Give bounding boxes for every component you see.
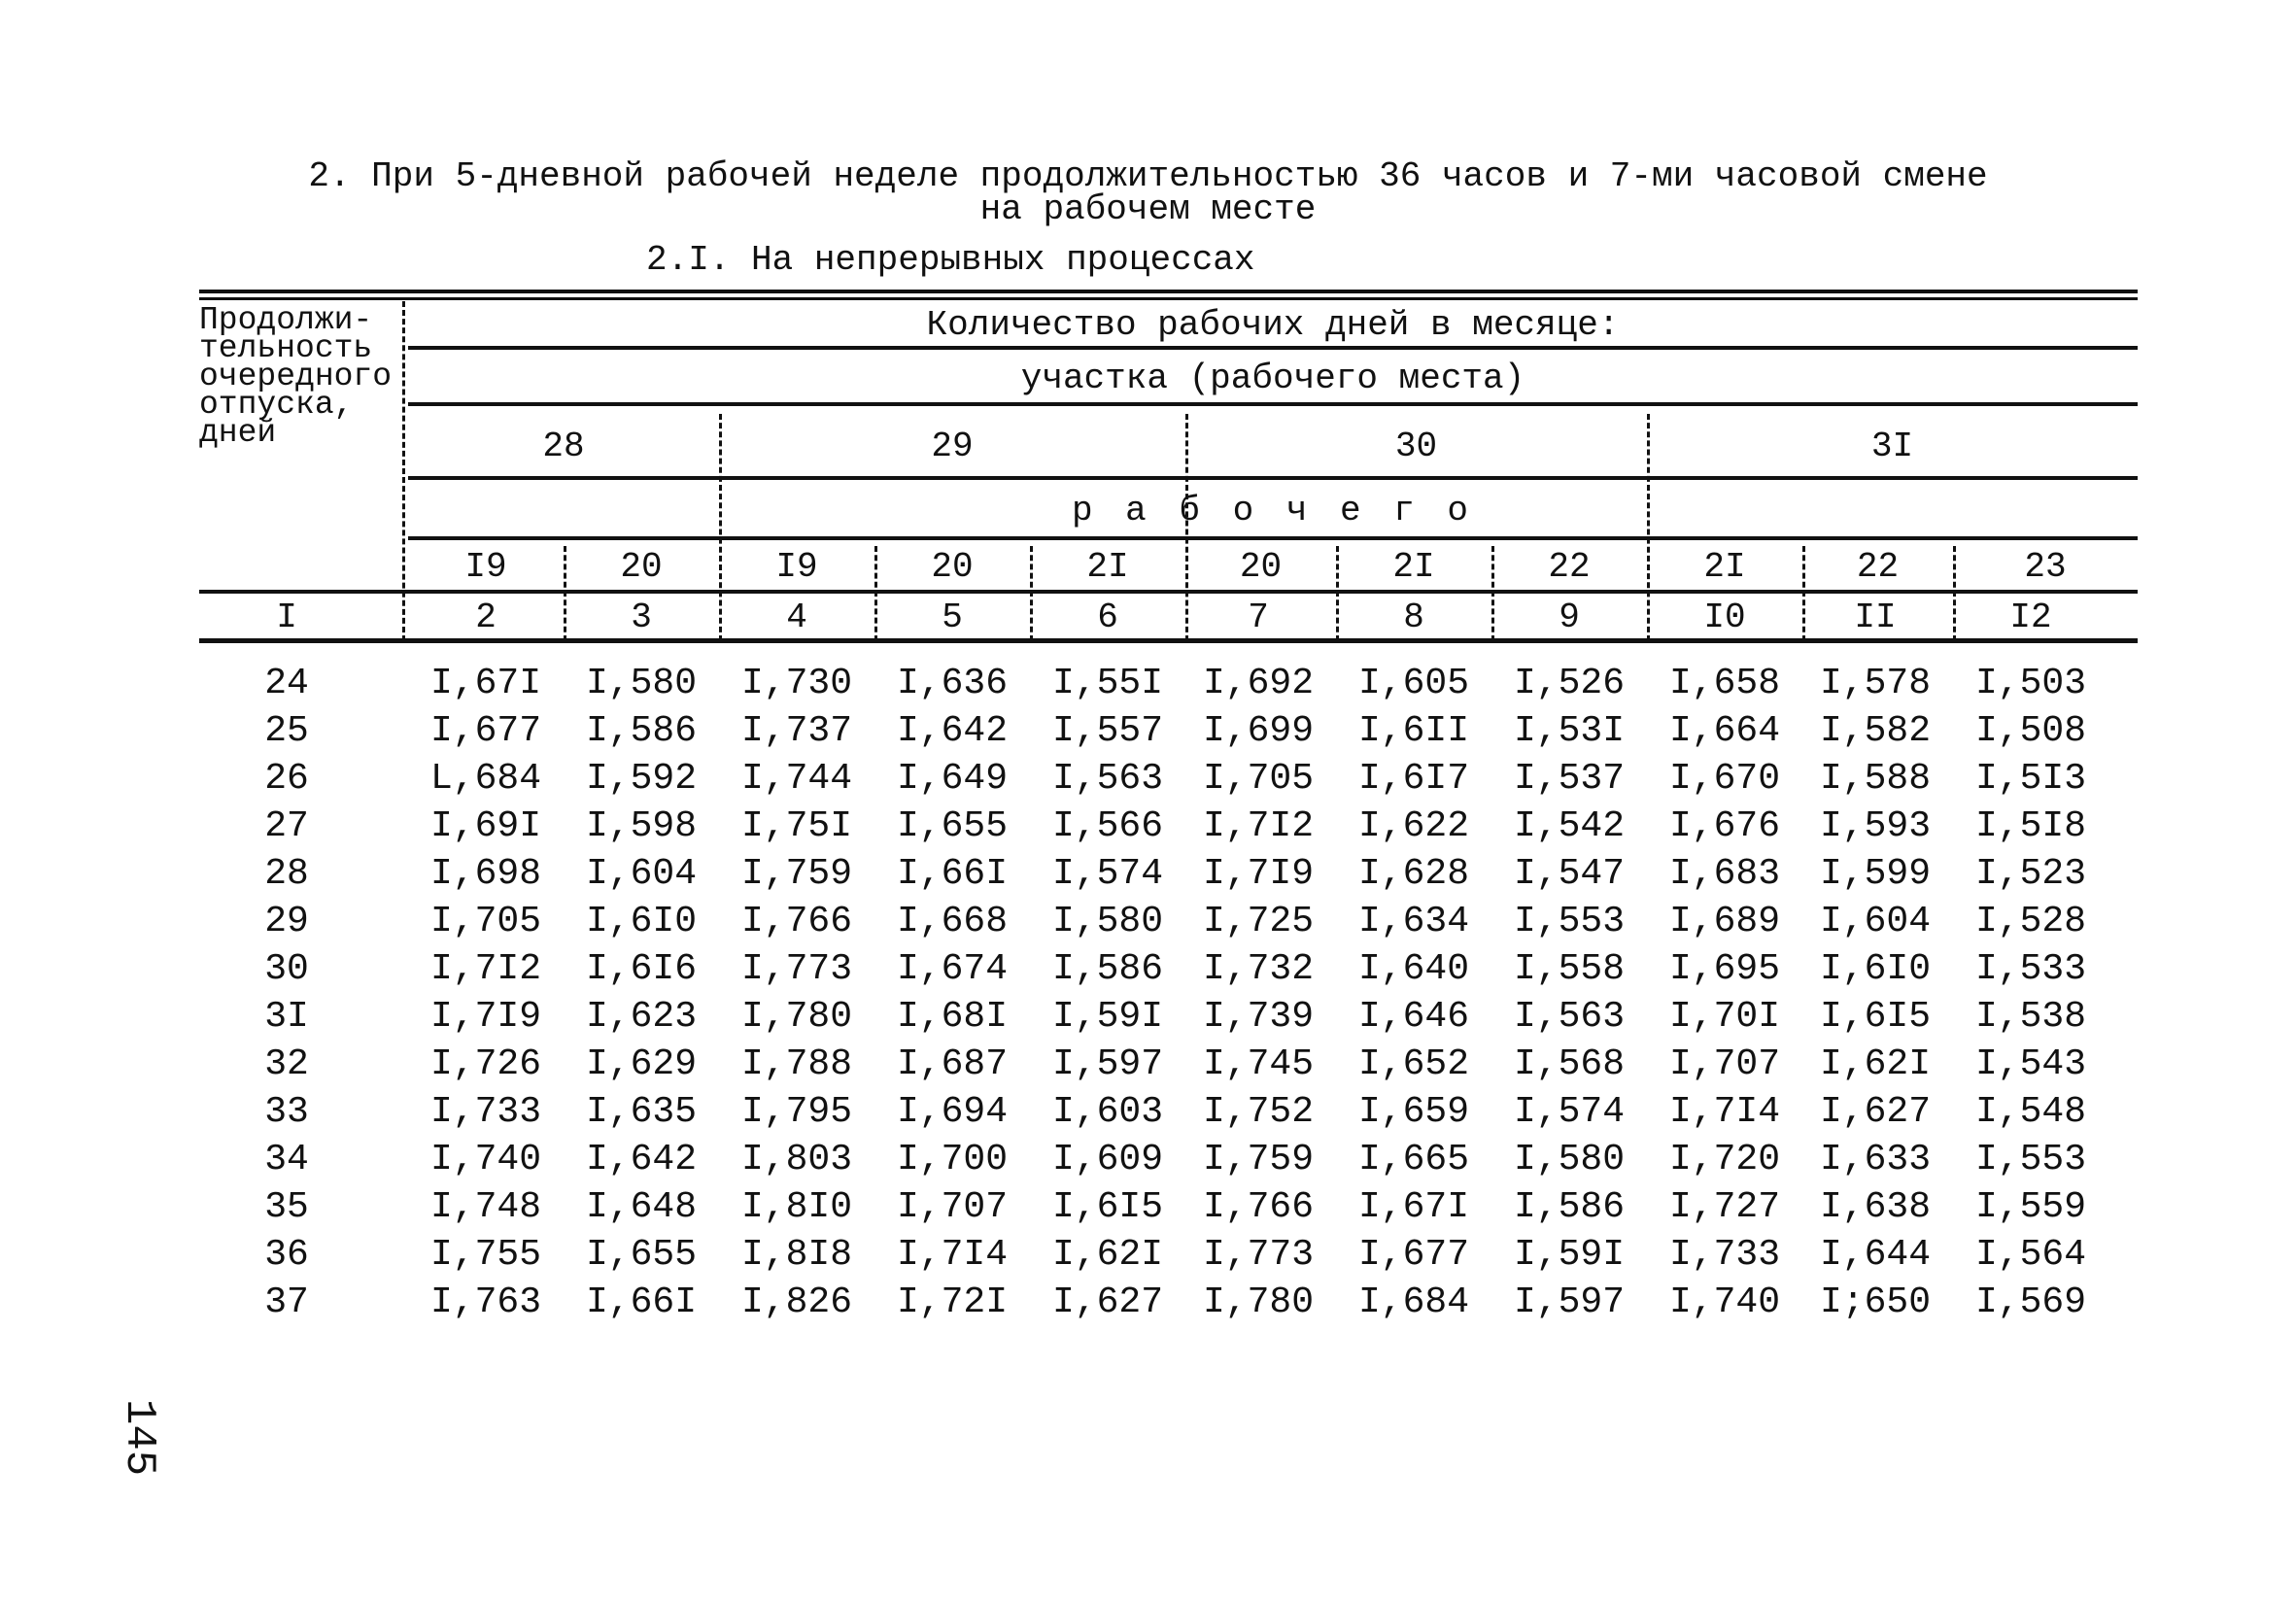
coefficient-cell: I,526 — [1513, 663, 1626, 704]
coefficient-cell: I,586 — [1051, 948, 1164, 990]
rule-after-column-numbers — [199, 638, 2138, 643]
table-row — [199, 1184, 2138, 1231]
table-row — [199, 946, 2138, 993]
page-number: 145 — [115, 1399, 163, 1477]
coefficient-cell: L,684 — [429, 758, 542, 800]
coefficient-cell: I,578 — [1819, 663, 1932, 704]
coefficient-cell: I,568 — [1513, 1043, 1626, 1085]
table-row — [199, 994, 2138, 1041]
coefficient-cell: I,66I — [585, 1281, 698, 1323]
column-number: 8 — [1403, 598, 1424, 637]
coefficient-cell: I,739 — [1202, 996, 1315, 1038]
coefficient-cell: I,559 — [1974, 1186, 2087, 1228]
coefficient-cell: I,695 — [1668, 948, 1781, 990]
column-number: 2 — [475, 598, 497, 637]
group-divider — [719, 414, 722, 641]
sub-label: 22 — [1548, 547, 1591, 587]
group-label: 28 — [542, 427, 585, 466]
leave-days-cell: 26 — [264, 758, 309, 800]
coefficient-cell: I,566 — [1051, 805, 1164, 847]
coefficient-cell: I,634 — [1357, 901, 1470, 942]
coefficient-cell: I,605 — [1357, 663, 1470, 704]
coefficient-cell: I,780 — [740, 996, 853, 1038]
heading-line-1: 2. При 5-дневной рабочей неделе продолжительностью 36 часов и 7-ми часовой смене — [308, 156, 1988, 196]
coefficient-cell: I,8I8 — [740, 1234, 853, 1276]
coefficient-cell: I,627 — [1051, 1281, 1164, 1323]
coefficient-cell: I,597 — [1051, 1043, 1164, 1085]
coefficient-cell: I,508 — [1974, 710, 2087, 752]
table-top-rule — [199, 290, 2138, 293]
coefficient-cell: I,745 — [1202, 1043, 1315, 1085]
table-row — [199, 708, 2138, 755]
coefficient-cell: I,5I8 — [1974, 805, 2087, 847]
coefficient-cell: I,638 — [1819, 1186, 1932, 1228]
first-column-header-text: Продолжи- тельность очередного отпуска, дней — [199, 302, 393, 451]
subheading: 2.I. На непрерывных процессах — [646, 240, 1255, 280]
coefficient-cell: I,707 — [896, 1186, 1009, 1228]
coefficient-cell: I,67I — [429, 663, 542, 704]
coefficient-cell: I,795 — [740, 1091, 853, 1133]
coefficient-cell: I,557 — [1051, 710, 1164, 752]
coefficient-cell: I,538 — [1974, 996, 2087, 1038]
table-top-rule-2 — [199, 297, 2138, 300]
coefficient-cell: I,668 — [896, 901, 1009, 942]
rule-after-section-header — [408, 402, 2138, 406]
heading-line-2: на рабочем месте — [979, 189, 1317, 229]
column-number: 4 — [786, 598, 807, 637]
coefficient-cell: I,646 — [1357, 996, 1470, 1038]
coefficient-cell: I,548 — [1974, 1091, 2087, 1133]
coefficient-cell: I,75I — [740, 805, 853, 847]
sub-label: I9 — [775, 547, 818, 587]
coefficient-cell: I,604 — [1819, 901, 1932, 942]
column-number: I0 — [1703, 598, 1746, 637]
coefficient-cell: I,7I4 — [1668, 1091, 1781, 1133]
table-row — [199, 1232, 2138, 1279]
coefficient-cell: I,733 — [429, 1091, 542, 1133]
coefficient-cell: I,773 — [740, 948, 853, 990]
coefficient-cell: I,564 — [1974, 1234, 2087, 1276]
coefficient-cell: I,553 — [1974, 1139, 2087, 1180]
column-number: 6 — [1097, 598, 1118, 637]
coefficient-cell: I,788 — [740, 1043, 853, 1085]
coefficient-cell: I,580 — [1051, 901, 1164, 942]
coefficient-cell: I,533 — [1974, 948, 2087, 990]
coefficient-cell: I,763 — [429, 1281, 542, 1323]
coefficient-cell: I,665 — [1357, 1139, 1470, 1180]
sub-label: 2I — [1703, 547, 1746, 587]
sub-label: I9 — [464, 547, 507, 587]
coefficient-cell: I,574 — [1051, 853, 1164, 895]
coefficient-cell: I,627 — [1819, 1091, 1932, 1133]
coefficient-cell: I,683 — [1668, 853, 1781, 895]
coefficient-cell: I,687 — [896, 1043, 1009, 1085]
coefficient-cell: I,597 — [1513, 1281, 1626, 1323]
coefficient-cell: I,670 — [1668, 758, 1781, 800]
coefficient-cell: I,674 — [896, 948, 1009, 990]
coefficient-cell: I,727 — [1668, 1186, 1781, 1228]
coefficient-cell: I,635 — [585, 1091, 698, 1133]
coefficient-cell: I,604 — [585, 853, 698, 895]
table-row — [199, 851, 2138, 898]
leave-days-cell: 37 — [264, 1281, 309, 1323]
coefficient-cell: I,528 — [1974, 901, 2087, 942]
group-label: 30 — [1394, 427, 1438, 466]
table-row — [199, 1089, 2138, 1136]
coefficient-cell: I,658 — [1668, 663, 1781, 704]
worker-header: р а б о ч е г о — [1071, 491, 1475, 530]
coefficient-cell: I,67I — [1357, 1186, 1470, 1228]
coefficient-cell: I,7I2 — [1202, 805, 1315, 847]
coefficient-cell: I,586 — [1513, 1186, 1626, 1228]
coefficient-cell: I,642 — [585, 1139, 698, 1180]
coefficient-cell: I,55I — [1051, 663, 1164, 704]
coefficient-cell: I,580 — [1513, 1139, 1626, 1180]
coefficient-cell: I,684 — [1357, 1281, 1470, 1323]
column-number: 3 — [631, 598, 652, 637]
coefficient-cell: I,773 — [1202, 1234, 1315, 1276]
coefficient-cell: I,628 — [1357, 853, 1470, 895]
coefficient-cell: I,720 — [1668, 1139, 1781, 1180]
first-column-header — [199, 302, 393, 451]
sub-label: 22 — [1856, 547, 1900, 587]
coefficient-cell: I,582 — [1819, 710, 1932, 752]
group-divider — [1185, 414, 1188, 641]
coefficient-cell: I,563 — [1051, 758, 1164, 800]
coefficient-cell: I,780 — [1202, 1281, 1315, 1323]
leave-days-cell: 27 — [264, 805, 309, 847]
coefficient-cell: I,649 — [896, 758, 1009, 800]
coefficient-cell: I,803 — [740, 1139, 853, 1180]
leave-days-cell: 24 — [264, 663, 309, 704]
table-row — [199, 756, 2138, 803]
column-number: II — [1854, 598, 1897, 637]
coefficient-cell: I,659 — [1357, 1091, 1470, 1133]
coefficient-cell: I,664 — [1668, 710, 1781, 752]
coefficient-cell: I,6II — [1357, 710, 1470, 752]
coefficient-cell: I;650 — [1819, 1281, 1932, 1323]
coefficient-cell: I,574 — [1513, 1091, 1626, 1133]
coefficient-cell: I,599 — [1819, 853, 1932, 895]
coefficient-cell: I,699 — [1202, 710, 1315, 752]
coefficient-cell: I,603 — [1051, 1091, 1164, 1133]
table-row — [199, 1137, 2138, 1183]
column-divider — [1491, 546, 1494, 641]
coefficient-cell: I,592 — [585, 758, 698, 800]
coefficient-cell: I,700 — [896, 1139, 1009, 1180]
group-divider — [1647, 414, 1650, 641]
coefficient-cell: I,8I0 — [740, 1186, 853, 1228]
coefficient-cell: I,692 — [1202, 663, 1315, 704]
coefficient-cell: I,689 — [1668, 901, 1781, 942]
coefficient-cell: I,66I — [896, 853, 1009, 895]
table-row — [199, 1280, 2138, 1326]
coefficient-cell: I,586 — [585, 710, 698, 752]
coefficient-cell: I,537 — [1513, 758, 1626, 800]
coefficient-cell: I,676 — [1668, 805, 1781, 847]
coefficient-cell: I,558 — [1513, 948, 1626, 990]
section-header: участка (рабочего места) — [1020, 359, 1525, 398]
sub-label: 20 — [620, 547, 663, 587]
coefficient-cell: I,733 — [1668, 1234, 1781, 1276]
coefficient-cell: I,7I9 — [429, 996, 542, 1038]
sub-label: 20 — [1239, 547, 1283, 587]
coefficient-cell: I,755 — [429, 1234, 542, 1276]
coefficient-cell: I,72I — [896, 1281, 1009, 1323]
sub-label: 2I — [1392, 547, 1435, 587]
coefficient-cell: I,636 — [896, 663, 1009, 704]
coefficient-cell: I,629 — [585, 1043, 698, 1085]
coefficient-cell: I,59I — [1051, 996, 1164, 1038]
rule-after-groups — [408, 476, 2138, 480]
column-divider — [1953, 546, 1956, 641]
sub-label: 20 — [931, 547, 974, 587]
coefficient-cell: I,740 — [429, 1139, 542, 1180]
coefficient-cell: I,726 — [429, 1043, 542, 1085]
coefficient-cell: I,732 — [1202, 948, 1315, 990]
coefficient-cell: I,752 — [1202, 1091, 1315, 1133]
coefficient-cell: I,698 — [429, 853, 542, 895]
leave-days-cell: 25 — [264, 710, 309, 752]
coefficient-cell: I,748 — [429, 1186, 542, 1228]
table-row — [199, 1042, 2138, 1088]
coefficient-cell: I,580 — [585, 663, 698, 704]
coefficient-cell: I,759 — [1202, 1139, 1315, 1180]
coefficient-cell: I,766 — [1202, 1186, 1315, 1228]
coefficient-cell: I,730 — [740, 663, 853, 704]
coefficient-cell: I,7I9 — [1202, 853, 1315, 895]
column-divider — [1802, 546, 1805, 641]
coefficient-cell: I,7I4 — [896, 1234, 1009, 1276]
first-column-divider — [402, 301, 405, 641]
coefficient-cell: I,503 — [1974, 663, 2087, 704]
coefficient-cell: I,623 — [585, 996, 698, 1038]
leave-days-cell: 35 — [264, 1186, 309, 1228]
coefficient-cell: I,6I7 — [1357, 758, 1470, 800]
leave-days-cell: 30 — [264, 948, 309, 990]
coefficient-cell: I,53I — [1513, 710, 1626, 752]
coefficient-cell: I,694 — [896, 1091, 1009, 1133]
leave-days-cell: 34 — [264, 1139, 309, 1180]
table-row — [199, 899, 2138, 945]
coefficient-cell: I,547 — [1513, 853, 1626, 895]
leave-days-cell: 29 — [264, 901, 309, 942]
coefficient-cell: I,759 — [740, 853, 853, 895]
column-divider — [1030, 546, 1033, 641]
top-header: Количество рабочих дней в месяце: — [926, 305, 1620, 345]
coefficient-cell: I,677 — [1357, 1234, 1470, 1276]
group-label: 29 — [931, 427, 974, 466]
coefficient-cell: I,5I3 — [1974, 758, 2087, 800]
sub-label: 23 — [2024, 547, 2067, 587]
coefficient-cell: I,563 — [1513, 996, 1626, 1038]
coefficient-cell: I,652 — [1357, 1043, 1470, 1085]
coefficient-cell: I,609 — [1051, 1139, 1164, 1180]
coefficient-cell: I,766 — [740, 901, 853, 942]
coefficient-cell: I,553 — [1513, 901, 1626, 942]
coefficient-cell: I,62I — [1819, 1043, 1932, 1085]
coefficient-cell: I,6I5 — [1051, 1186, 1164, 1228]
coefficient-cell: I,677 — [429, 710, 542, 752]
coefficient-cell: I,6I0 — [585, 901, 698, 942]
coefficient-cell: I,593 — [1819, 805, 1932, 847]
leave-days-cell: 36 — [264, 1234, 309, 1276]
coefficient-cell: I,68I — [896, 996, 1009, 1038]
coefficient-cell: I,622 — [1357, 805, 1470, 847]
coefficient-cell: I,598 — [585, 805, 698, 847]
coefficient-cell: I,633 — [1819, 1139, 1932, 1180]
coefficient-cell: I,648 — [585, 1186, 698, 1228]
coefficient-cell: I,588 — [1819, 758, 1932, 800]
group-label: 3I — [1870, 427, 1914, 466]
coefficient-cell: I,542 — [1513, 805, 1626, 847]
column-divider — [1336, 546, 1339, 641]
coefficient-cell: I,7I2 — [429, 948, 542, 990]
coefficient-cell: I,744 — [740, 758, 853, 800]
coefficient-cell: I,705 — [1202, 758, 1315, 800]
coefficient-cell: I,707 — [1668, 1043, 1781, 1085]
coefficient-cell: I,523 — [1974, 853, 2087, 895]
coefficient-cell: I,6I5 — [1819, 996, 1932, 1038]
coefficient-cell: I,655 — [896, 805, 1009, 847]
column-divider — [564, 546, 566, 641]
coefficient-cell: I,826 — [740, 1281, 853, 1323]
coefficient-cell: I,642 — [896, 710, 1009, 752]
column-number: 9 — [1559, 598, 1580, 637]
coefficient-cell: I,6I0 — [1819, 948, 1932, 990]
leave-days-cell: 33 — [264, 1091, 309, 1133]
sub-label: 2I — [1086, 547, 1129, 587]
leave-days-cell: 32 — [264, 1043, 309, 1085]
column-divider — [874, 546, 877, 641]
table-row — [199, 803, 2138, 850]
column-number: 5 — [942, 598, 963, 637]
table-row — [199, 661, 2138, 707]
coefficient-cell: I,725 — [1202, 901, 1315, 942]
coefficient-cell: I,644 — [1819, 1234, 1932, 1276]
coefficient-cell: I,740 — [1668, 1281, 1781, 1323]
coefficient-cell: I,70I — [1668, 996, 1781, 1038]
coefficient-cell: I,69I — [429, 805, 542, 847]
coefficient-cell: I,737 — [740, 710, 853, 752]
rule-after-sub-header — [199, 590, 2138, 594]
coefficient-cell: I,6I6 — [585, 948, 698, 990]
coefficient-cell: I,705 — [429, 901, 542, 942]
coefficient-cell: I,59I — [1513, 1234, 1626, 1276]
column-number: I2 — [2009, 598, 2052, 637]
coefficient-cell: I,655 — [585, 1234, 698, 1276]
leave-days-cell: 28 — [264, 853, 309, 895]
column-number: I — [276, 598, 297, 637]
leave-days-cell: 3I — [264, 996, 309, 1038]
coefficient-cell: I,569 — [1974, 1281, 2087, 1323]
column-number: 7 — [1248, 598, 1269, 637]
rule-after-worker-header — [408, 536, 2138, 540]
coefficient-cell: I,640 — [1357, 948, 1470, 990]
coefficient-cell: I,543 — [1974, 1043, 2087, 1085]
coefficient-cell: I,62I — [1051, 1234, 1164, 1276]
rule-after-top-header — [408, 346, 2138, 350]
